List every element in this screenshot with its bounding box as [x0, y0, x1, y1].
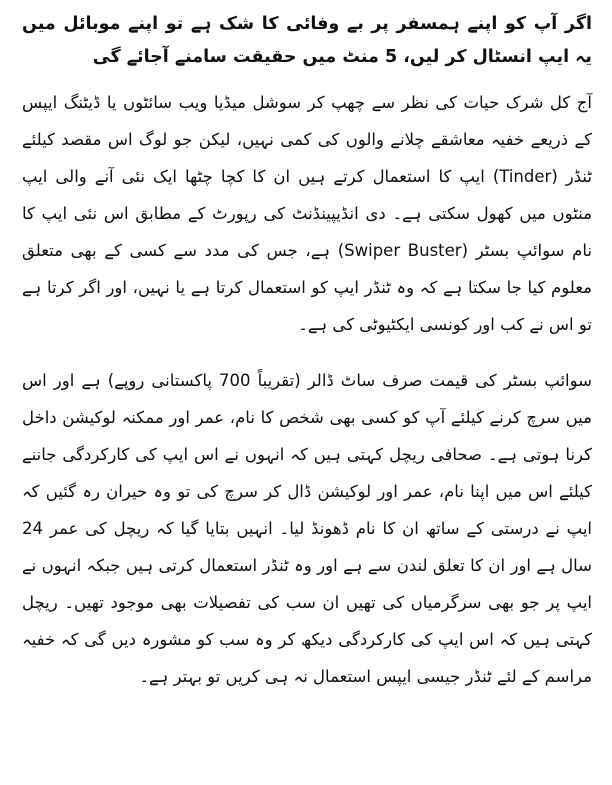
- article-paragraph: سوائپ بسٹر کی قیمت صرف ساٹ ڈالر (تقریباً 700 پاکستانی روپے) ہے اور اس میں سرچ کرنے کیلئے آپ کو کسی بھی شخص کا نام، عمر اور ممکنہ لوکیشن داخل کرنا ہوتی ہے۔ صحافی ریچل کہتی ہیں کہ انہوں نے اس ایپ کی کارکردگی جاننے کیلئے اس میں اپنا نام، عمر اور لوکیشن ڈال کر سرچ کی تو وہ حیران رہ گئیں کہ ایپ نے درستی کے ساتھ ان کا نام ڈھونڈ لیا۔ انہیں بتایا گیا کہ ریچل کی عمر 24 سال ہے اور ان کا تعلق لندن سے ہے اور وہ ٹنڈر استعمال کرتی ہیں جبکہ انہوں نے ایپ پر جو بھی سرگرمیاں کی تھیں ان سب کی تفصیلات بھی موجود تھیں۔ ریچل کہتی ہیں کہ اس ایپ کی کارکردگی دیکھ کر وہ سب کو مشورہ دیں گی کہ خفیہ مراسم کے لئے ٹنڈر جیسی ایپس استعمال نہ ہی کریں تو بہتر ہے۔: [22, 371, 592, 686]
- article-paragraph: آج کل شرک حیات کی نظر سے چھپ کر سوشل میڈیا ویب سائٹوں یا ڈیٹنگ ایپس کے ذریعے خفیہ معاشقے چلانے والوں کی کمی نہیں، لیکن جو لوگ اس مقصد کیلئے ٹنڈر (Tinder) ایپ کا استعمال کرتے ہیں ان کا کچا چٹھا ایک نئی آنے والی ایپ منٹوں میں کھول سکتی ہے۔ دی انڈیپینڈنٹ کی رپورٹ کے مطابق اس نئی ایپ کا نام سوائپ بسٹر (Swiper Buster) ہے، جس کی مدد سے کسی کے بھی متعلق معلوم کیا جا سکتا ہے کہ وہ ٹنڈر ایپ کو استعمال کرتا ہے یا نہیں، اور اگر کرتا ہے تو اس نے کب اور کونسی ایکٹیوٹی کی ہے۔: [22, 93, 592, 334]
- article-headline: اگر آپ کو اپنے ہمسفر پر بے وفائی کا شک ہے تو اپنے موبائل میں یہ ایپ انسٹال کر لیں، 5 منٹ میں حقیقت سامنے آجائے گی: [22, 14, 592, 67]
